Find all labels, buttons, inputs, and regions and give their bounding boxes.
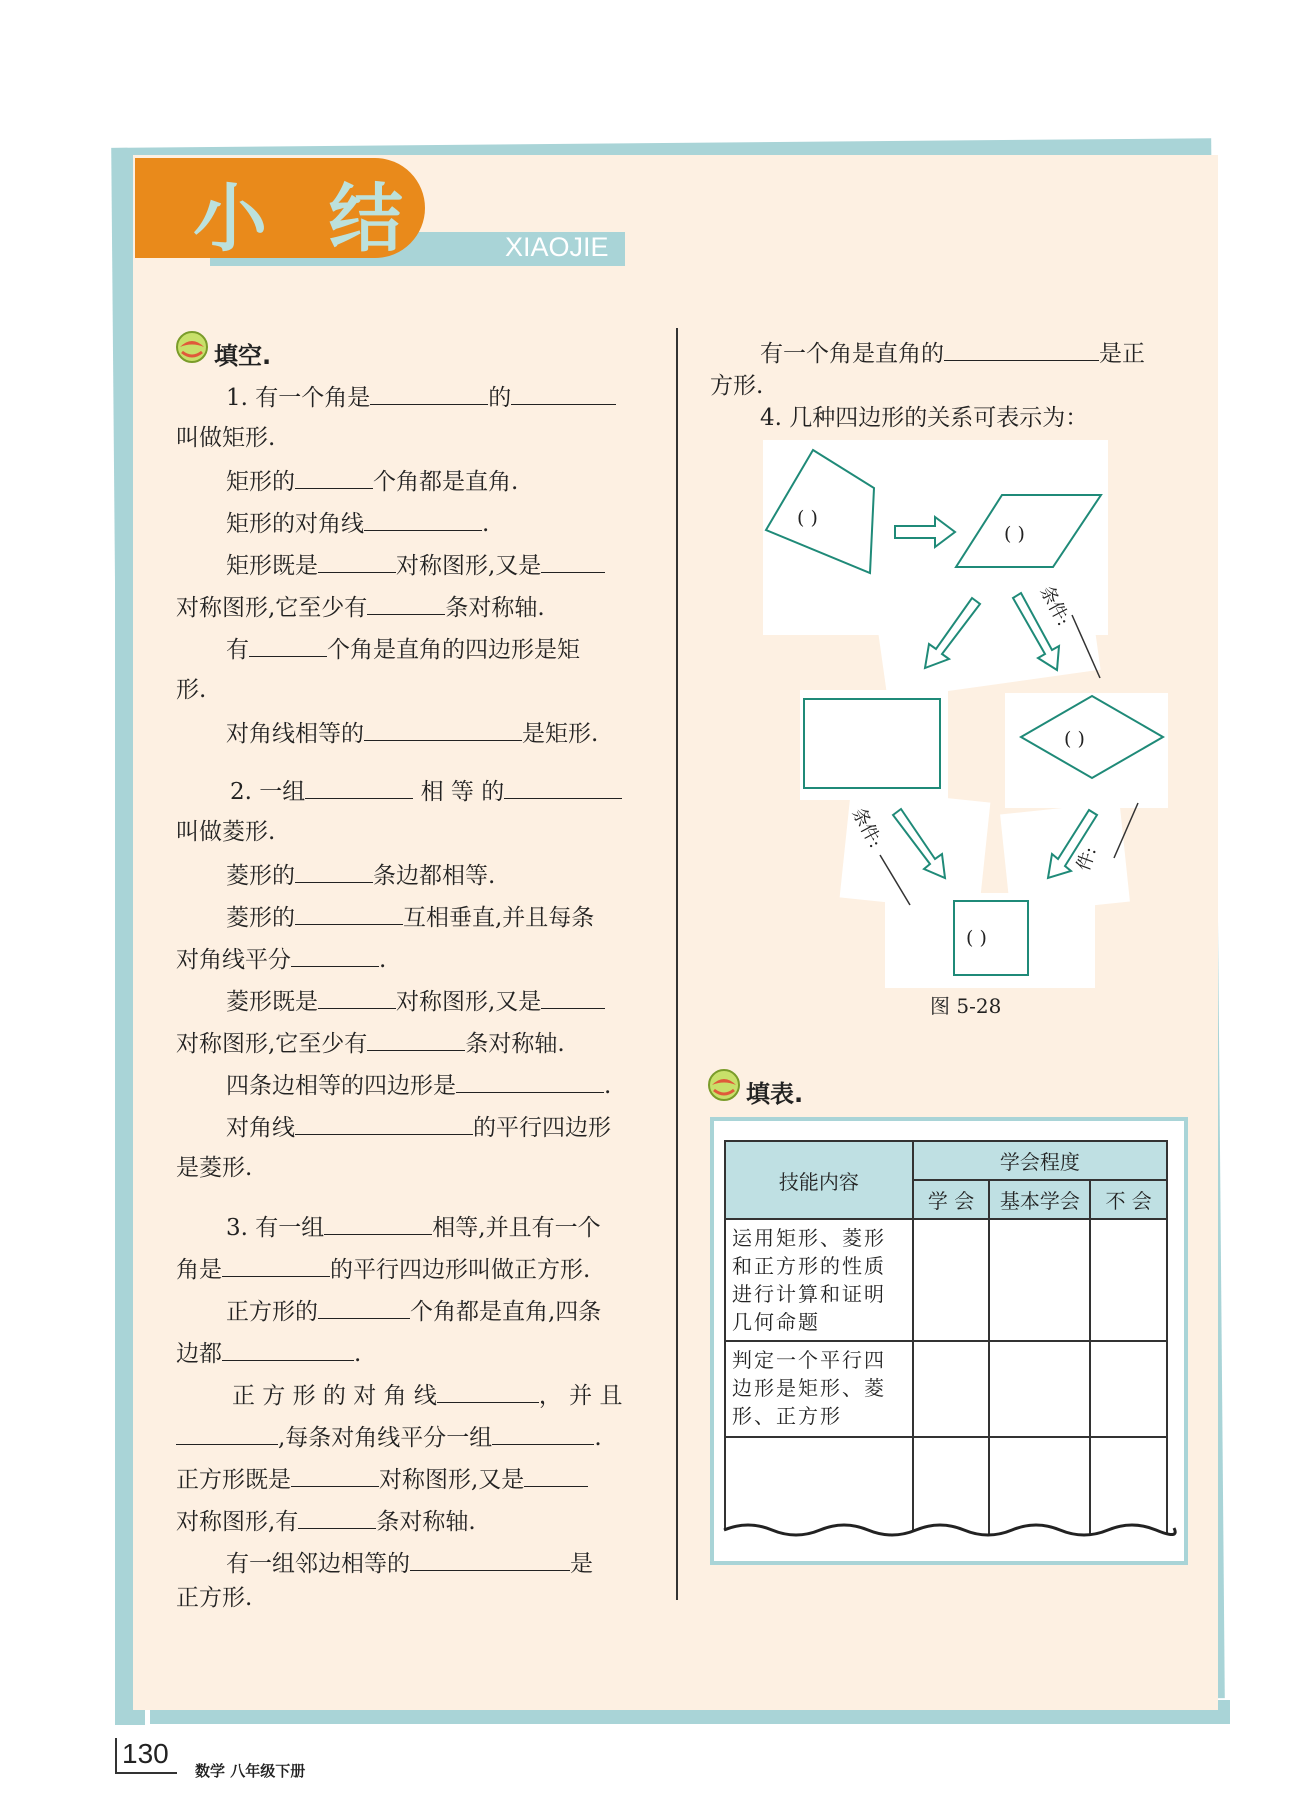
- condition-line: [1072, 615, 1100, 678]
- q3-cont-line2: 方形.: [710, 373, 764, 399]
- text: 正 方 形 的 对 角 线: [232, 1383, 437, 1409]
- header-level: 不 会: [1090, 1180, 1167, 1219]
- text: 菱形的: [226, 863, 295, 889]
- header-skill: 技能内容: [725, 1141, 913, 1219]
- condition-label: 条件:: [1035, 582, 1074, 630]
- text: .: [604, 1073, 612, 1099]
- text: 矩形的对角线: [226, 511, 364, 537]
- checkbox-cell[interactable]: [989, 1341, 1090, 1437]
- text: 3. 有一组: [226, 1215, 325, 1241]
- text: 是: [570, 1551, 593, 1577]
- right-arrow-icon: [895, 517, 955, 547]
- text: 相 等 的: [420, 779, 505, 805]
- checkbox-cell[interactable]: [1090, 1341, 1167, 1437]
- text: .: [482, 511, 490, 537]
- checkbox-cell[interactable]: [989, 1219, 1090, 1341]
- text: 个角是直角的四边形是矩: [327, 637, 580, 663]
- condition-label: 条件:: [847, 804, 886, 852]
- skills-table: [724, 1140, 1168, 1537]
- section-fill-table-title: 填表.: [746, 1080, 804, 1108]
- text: 1. 有一个角是: [226, 385, 371, 411]
- header-level: 基本学会: [989, 1180, 1090, 1219]
- text: 角是: [176, 1257, 222, 1283]
- header-degree: 学会程度: [913, 1141, 1167, 1180]
- q1-line2: 叫做矩形.: [176, 425, 276, 451]
- text: 矩形的: [226, 469, 295, 495]
- text: 个角都是直角,四条: [410, 1299, 602, 1325]
- text: 对角线平分: [176, 947, 291, 973]
- general-quadrilateral: [766, 450, 874, 573]
- condition-line: [1114, 803, 1138, 858]
- book-title: 数学 八年级下册: [195, 1762, 306, 1780]
- parallelogram-shape: [956, 495, 1101, 567]
- text: 个角都是直角.: [373, 469, 519, 495]
- text: ， 并 且: [538, 1383, 623, 1409]
- text: 矩形既是: [226, 553, 318, 579]
- paren-parallelogram: ( ): [1004, 523, 1025, 545]
- text: 对角线: [226, 1115, 295, 1141]
- text: 有一个角是直角的: [760, 341, 944, 367]
- page-title: 小 结: [193, 176, 421, 262]
- checkbox-cell[interactable]: [1090, 1219, 1167, 1341]
- paren-rhombus: ( ): [1064, 728, 1085, 750]
- text: 条对称轴.: [376, 1509, 476, 1535]
- figure-caption: 图 5-28: [930, 994, 1002, 1018]
- text: 是矩形.: [522, 721, 599, 747]
- text: 边都: [176, 1341, 222, 1367]
- text: 对称图形,它至少有: [176, 1031, 368, 1057]
- arrow-to-rectangle-icon: [925, 598, 980, 668]
- header-level: 学 会: [913, 1180, 990, 1219]
- text: 是正: [1099, 341, 1145, 367]
- text: .: [594, 1425, 602, 1451]
- checkbox-cell[interactable]: [913, 1341, 990, 1437]
- text: 的平行四边形叫做正方形.: [330, 1257, 591, 1283]
- text: 互相垂直,并且每条: [403, 905, 595, 931]
- arrow-to-square-left-icon: [893, 809, 945, 878]
- text: 正方形既是: [176, 1467, 291, 1493]
- text: 对称图形,又是: [379, 1467, 525, 1493]
- paren-square: ( ): [966, 927, 987, 949]
- text: 2. 一组: [230, 779, 306, 805]
- page-subtitle: XIAOJIE: [505, 232, 609, 262]
- table-row-skill: 判定一个平行四边形是矩形、菱形、正方形: [725, 1341, 913, 1437]
- text: 菱形既是: [226, 989, 318, 1015]
- text: 对称图形,又是: [396, 553, 542, 579]
- condition-line: [880, 855, 910, 905]
- condition-label-partial: 件:: [1072, 843, 1101, 874]
- q2-line10: 是菱形.: [176, 1155, 253, 1181]
- q3-line10: 正方形.: [176, 1585, 253, 1611]
- text: 条边都相等.: [373, 863, 496, 889]
- table-torn-edge: [718, 1518, 1178, 1554]
- rhombus-shape: [1021, 696, 1163, 778]
- q2-line2: 叫做菱形.: [176, 819, 276, 845]
- text: 的平行四边形: [473, 1115, 611, 1141]
- text: 条对称轴.: [465, 1031, 565, 1057]
- text: 对称图形,又是: [396, 989, 542, 1015]
- text: 四条边相等的四边形是: [226, 1073, 456, 1099]
- text: 对称图形,它至少有: [176, 595, 368, 621]
- section-fill-blank-title: 填空.: [214, 342, 272, 370]
- text: ,每条对角线平分一组: [278, 1425, 493, 1451]
- text: 有: [226, 637, 249, 663]
- table-row-skill: 运用矩形、菱形和正方形的性质进行计算和证明几何命题: [725, 1219, 913, 1341]
- text: .: [354, 1341, 362, 1367]
- text: 正方形的: [226, 1299, 318, 1325]
- page-number: 130: [122, 1738, 169, 1769]
- text: 的: [488, 385, 512, 411]
- text: 对角线相等的: [226, 721, 364, 747]
- section-icon: [708, 1068, 740, 1102]
- q4-line1: 4. 几种四边形的关系可表示为：: [760, 405, 1089, 431]
- text: 有一组邻边相等的: [226, 1551, 410, 1577]
- checkbox-cell[interactable]: [913, 1219, 990, 1341]
- paren-general: ( ): [797, 507, 818, 529]
- text: 菱形的: [226, 905, 295, 931]
- q1-line8: 形.: [176, 677, 207, 703]
- text: 相等,并且有一个: [432, 1215, 601, 1241]
- text: 对称图形,有: [176, 1509, 299, 1535]
- text: 条对称轴.: [445, 595, 545, 621]
- rectangle-shape: [804, 699, 940, 788]
- text: .: [379, 947, 387, 973]
